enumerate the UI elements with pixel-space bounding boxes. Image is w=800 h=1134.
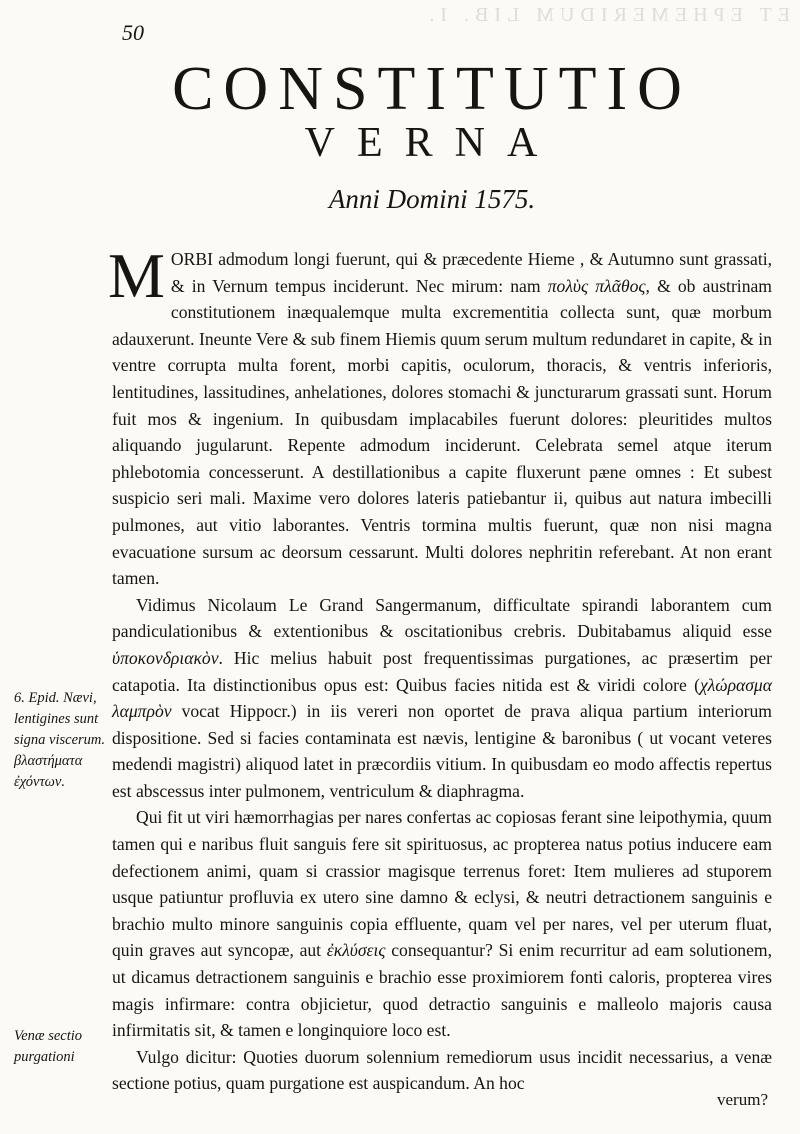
page-number: 50 — [122, 20, 144, 45]
paragraph-text: consequantur? Si enim recurritur ad eam solutionem, ut dicamus detractionem sanguinis e brachio esse proximiorem fonti caloris, propterea vires magis infirmare: contra objicietur, quod detractio sanguinis e malleolo majoris causa infirmitatis sit, & tamen e longinquiore loco est. — [112, 940, 772, 1041]
body-paragraph — [112, 592, 772, 805]
paragraph-text: Vulgo dicitur: Quoties duorum solennium remediorum usus incidit necessarius, a venæ sectione potius, quam purgatione est auspicandum. An hoc — [112, 1046, 772, 1094]
margin-note: Venæ sectio purgationi — [14, 1028, 83, 1065]
paragraph-text: . Hic melius habuit post frequentissimas purgationes, ac præsertim per catapotia. Ita distinctionibus opus est: Quibus facies nitida est & viridi colore ( — [112, 647, 772, 695]
paragraph-text: , & ob austrinam constitutionem inæqualemque multa excrementitia collecta sunt, quæ morbum adauxerunt. Ineunte Vere & sub finem Hiemis quum serum multum redundaret in capite, & in ventre corrupta multa forent, morbi capitis, oculorum, thoracis, & ventris inferioris, lentitudines, lassitudines, anhelationes, dolores stomachi & juncturarum grassati sunt. Horum fuit mos & ingenium. In quibusdam implacabiles fuerunt dolores: pleuritides multos aliquando jugularunt. Repente admodum inciderunt. Celebrata semel atque iterum phlebotomia concesserunt. A destillationibus a capite fluxerunt pæne omnes : Et subest suspicio seri mali. Maxime vero dolores lateris patiebantur ii, quibus aut natura imbecilli pulmones, aut vitio laborantes. Ventris tormina multis fuerunt, quæ non nisi magna evacuatione sursum ac deorsum cessarunt. Multi dolores nephritin referebant. At non erant tamen. — [112, 275, 772, 589]
margin-note: 6. Epid. Nævi, lentigines sunt signa viscerum. βλαστήματα ἐχόντων. — [14, 690, 106, 790]
paragraph-text: vocat Hippocr.) in iis vereri non oportet de prava aliqua partium interiorum dispositione. Sed si facies contaminata est nævis, lentigine & baronibus ( ut vocant veteres medendi magistri) aliquod latet in præcordiis vitium. In quibusdam eo modo affectis repertus est abscessus inter pulmonem, ventriculum & diaphragma. — [112, 701, 772, 801]
page-subtitle: VERNA — [304, 120, 560, 166]
greek-phrase: ἐκλύσεις — [326, 940, 386, 961]
greek-phrase: χλώρασμα λαμπρὸν — [112, 674, 772, 722]
drop-cap: M — [108, 240, 165, 311]
greek-phrase: ὑποκονδριακὸν — [112, 647, 219, 668]
page-title: CONSTITUTIO — [172, 55, 692, 123]
year-prefix: Anni Domini — [328, 184, 468, 214]
bleed-through-text: ET EPHEMERIDUM LIB. I. — [423, 4, 790, 26]
paragraph-text: ORBI admodum longi fuerunt, qui & præcedente Hieme , & Autumno sunt grassati, & in Vernum tempus inciderunt. Nec mirum: nam — [170, 249, 772, 296]
body-paragraph — [112, 804, 772, 1043]
body-text — [108, 240, 772, 1097]
year-value: 1575. — [474, 184, 536, 214]
body-paragraph — [112, 1044, 772, 1097]
catchword: verum? — [717, 1090, 768, 1109]
paragraph-text: Qui fit ut viri hæmorrhagias per nares confertas ac copiosas ferant sine leipothymia, quum tamen qui e naribus fluit sanguis fere sit spirituosus, ac propterea natus potius inducere eam defectionem animi, quam si crassior magisque terrenus foret: Item mulieres ad stuporem usque patiuntur profluvia ex utero sine damno & eclysi, & neutri detractionem sanguinis e brachio multo minore sanguinis copia effluente, quam vel per nares, vel per uterum fluat, quin graves aut syncopæ, aut — [112, 807, 772, 961]
year-line — [92, 184, 772, 215]
paragraph-text: Vidimus Nicolaum Le Grand Sangermanum, difficultate spirandi laborantem cum pandiculationibus & extentionibus & oscitationibus crebris. Dubitabamus aliquid esse — [112, 594, 772, 642]
body-paragraph — [108, 240, 772, 592]
greek-phrase: πολὺς πλᾶθος — [547, 275, 646, 296]
